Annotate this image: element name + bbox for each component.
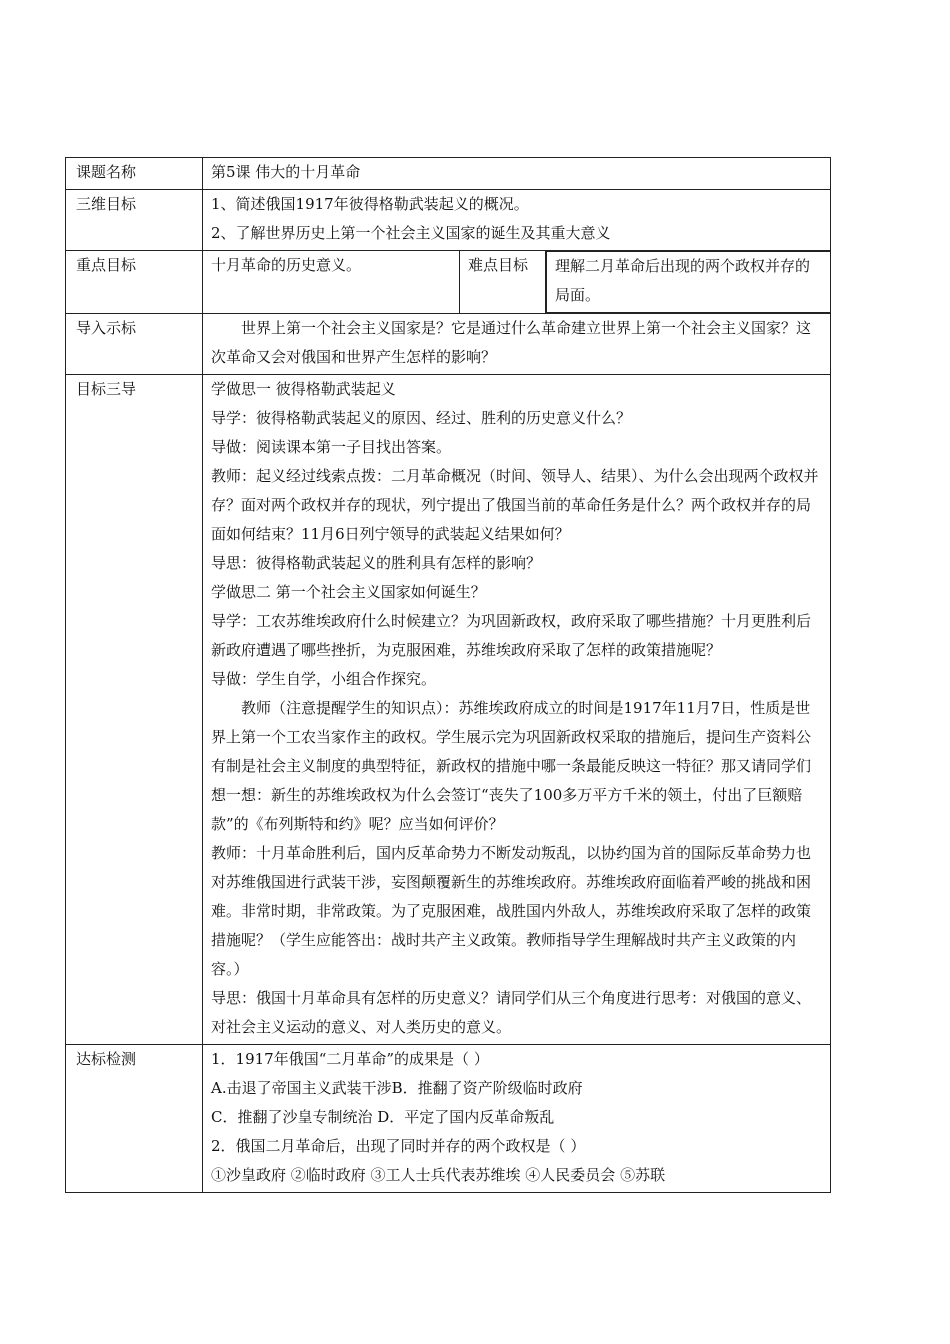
question-line: 2．俄国二月革命后，出现了同时并存的两个政权是（ ） [211,1137,586,1155]
goals-label: 三维目标 [66,190,203,251]
row-key-points [66,251,831,314]
guidance-content [203,375,831,1045]
question-option: C．推翻了沙皇专制统治 D．平定了国内反革命叛乱 [211,1108,555,1126]
guidance-paragraph: 导学：彼得格勒武装起义的原因、经过、胜利的历史意义什么？ [211,409,632,427]
question-option: A.击退了帝国主义武装干涉B．推翻了资产阶级临时政府 [211,1079,583,1097]
key-points-value: 十月革命的历史意义。 [203,251,460,314]
guidance-paragraph: 导思：彼得格勒武装起义的胜利具有怎样的影响？ [211,554,542,572]
guidance-paragraph: 导做：学生自学，小组合作探究。 [211,670,437,688]
introduction-text [203,314,831,375]
guidance-heading: 学做思二 第一个社会主义国家如何诞生？ [211,583,486,601]
goal-item: 1、简述俄国1917年彼得格勒武装起义的概况。 [211,195,529,213]
key-points-label: 重点目标 [66,251,203,314]
row-lesson-title [66,158,831,190]
row-target-guidance [66,375,831,1045]
guidance-paragraph: 导学：工农苏维埃政府什么时候建立？为巩固新政权，政府采取了哪些措施？十月更胜利后新政府遭遇了哪些挫折，为克服困难，苏维埃政府采取了怎样的政策措施呢？ [211,612,812,659]
difficult-points-label: 难点目标 [460,251,546,314]
assessment-label: 达标检测 [66,1045,203,1193]
lesson-title-label: 课题名称 [66,158,203,190]
guidance-paragraph: 教师：十月革命胜利后，国内反革命势力不断发动叛乱，以协约国为首的国际反革命势力也对苏维俄国进行武装干涉，妄图颠覆新生的苏维埃政府。苏维埃政府面临着严峻的挑战和困难。非常时期，非常政策。为了克服困难，战胜国内外敌人，苏维埃政府采取了怎样的政策措施呢？（学生应能答出：战时共产主义政策。教师指导学生理解战时共产主义政策的内容。） [211,844,812,978]
row-assessment [66,1045,831,1193]
guidance-label: 目标三导 [66,375,203,1045]
lesson-title-value: 第5课 伟大的十月革命 [203,158,831,190]
goals-content [203,190,831,251]
assessment-content [203,1045,831,1193]
introduction-label: 导入示标 [66,314,203,375]
question-option: ①沙皇政府 ②临时政府 ③工人士兵代表苏维埃 ④人民委员会 ⑤苏联 [211,1166,666,1184]
question-line: 1．1917年俄国“二月革命”的成果是（ ） [211,1050,489,1068]
row-introduction [66,314,831,375]
guidance-paragraph: 教师：起义经过线索点拨：二月革命概况（时间、领导人、结果）、为什么会出现两个政权并存？面对两个政权并存的现状，列宁提出了俄国当前的革命任务是什么？两个政权并存的局面如何结束？11月6日列宁领导的武装起义结果如何？ [211,467,819,543]
lesson-plan-table [65,157,831,1193]
guidance-paragraph: 导思：俄国十月革命具有怎样的历史意义？请同学们从三个角度进行思考：对俄国的意义、对社会主义运动的意义、对人类历史的意义。 [211,989,812,1036]
difficult-points-value: 理解二月革命后出现的两个政权并存的局面。 [546,251,831,313]
goal-item: 2、了解世界历史上第一个社会主义国家的诞生及其重大意义 [211,224,611,242]
guidance-heading: 学做思一 彼得格勒武装起义 [211,380,396,398]
guidance-paragraph: 教师（注意提醒学生的知识点）：苏维埃政府成立的时间是1917年11月7日，性质是世界上第一个工农当家作主的政权。学生展示完为巩固新政权采取的措施后，提问生产资料公有制是社会主义制度的典型特征，新政权的措施中哪一条最能反映这一特征？那又请同学们想一想：新生的苏维埃政权为什么会签订“丧失了100多万平方千米的领土，付出了巨额赔款”的《布列斯特和约》呢？应当如何评价？ [211,699,812,833]
guidance-paragraph: 导做：阅读课本第一子目找出答案。 [211,438,452,456]
row-three-dimensional-goals [66,190,831,251]
introduction-paragraph: 世界上第一个社会主义国家是？它是通过什么革命建立世界上第一个社会主义国家？这次革命又会对俄国和世界产生怎样的影响？ [211,319,812,366]
